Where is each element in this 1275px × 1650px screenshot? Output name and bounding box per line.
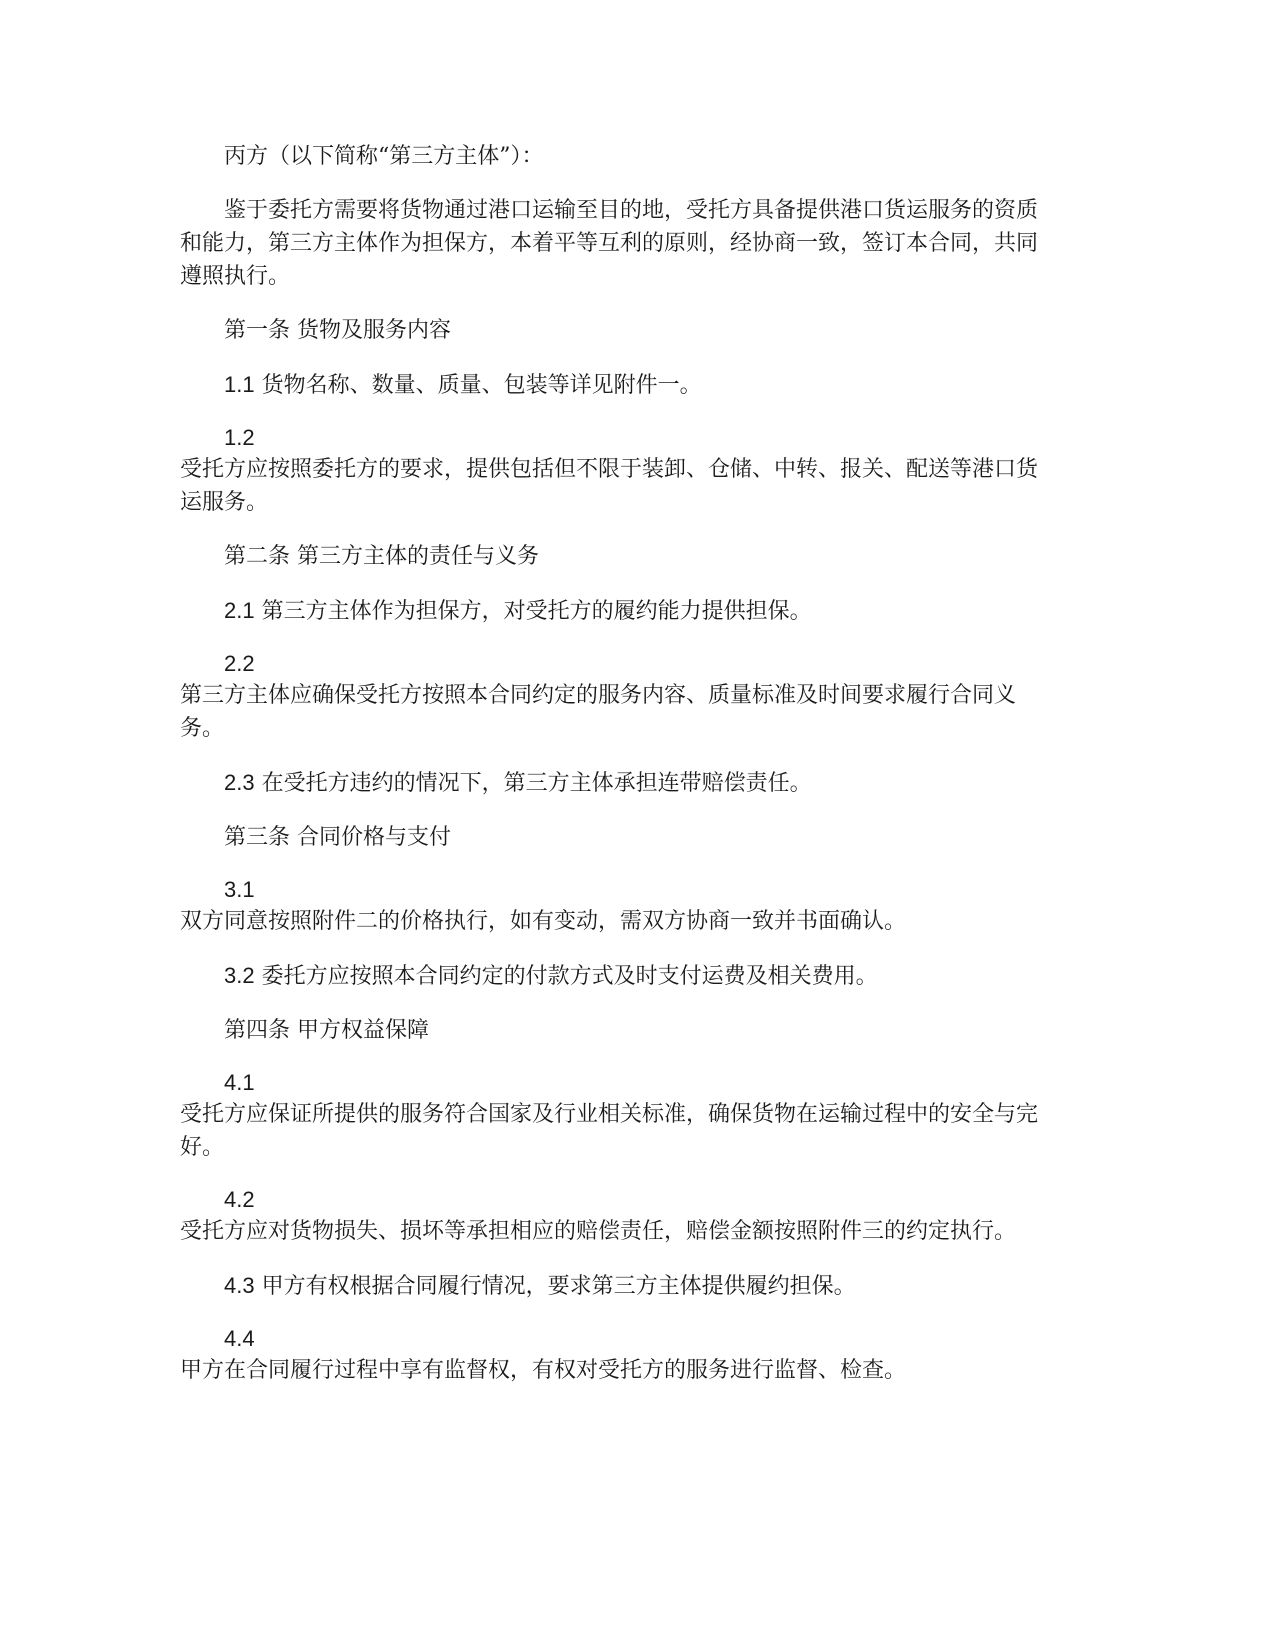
clause-4-4-text: 甲方在合同履行过程中享有监督权，有权对受托方的服务进行监督、检查。 <box>180 1358 907 1383</box>
clause-number-4-1: 4.1 <box>224 1070 255 1095</box>
clause-4-3 <box>180 1269 1040 1303</box>
clause-1-1 <box>180 368 1040 402</box>
clause-text: 第三方主体作为担保方，对受托方的履约能力提供担保。 <box>261 599 812 624</box>
clause-3-1-text: 双方同意按照附件二的价格执行，如有变动，需双方协商一致并书面确认。 <box>180 909 907 934</box>
article-3-heading: 第三条 合同价格与支付 <box>224 825 451 850</box>
clause-2-1 <box>180 594 1040 628</box>
party-c-line: 丙方（以下简称“第三方主体”）： <box>224 144 544 169</box>
clause-number-4-2: 4.2 <box>224 1187 255 1212</box>
article-2-heading: 第二条 第三方主体的责任与义务 <box>224 544 539 569</box>
clause-number-2-2: 2.2 <box>224 651 255 676</box>
clause-1-2-text: 受托方应按照委托方的要求，提供包括但不限于装卸、仓储、中转、报关、配送等港口货运服务。 <box>180 457 1039 515</box>
clause-text: 甲方有权根据合同履行情况，要求第三方主体提供履约担保。 <box>261 1274 856 1299</box>
clause-4-1-text: 受托方应保证所提供的服务符合国家及行业相关标准，确保货物在运输过程中的安全与完好。 <box>180 1102 1039 1160</box>
clause-text: 在受托方违约的情况下，第三方主体承担连带赔偿责任。 <box>261 771 812 796</box>
clause-2-2-text: 第三方主体应确保受托方按照本合同约定的服务内容、质量标准及时间要求履行合同义务。 <box>180 683 1017 741</box>
clause-3-2 <box>180 959 1040 993</box>
clause-number: 4.3 <box>224 1273 255 1298</box>
clause-number-4-4: 4.4 <box>224 1326 255 1351</box>
clause-number: 1.1 <box>224 372 255 397</box>
clause-number-3-1: 3.1 <box>224 877 255 902</box>
clause-number: 2.1 <box>224 598 255 623</box>
clause-number: 2.3 <box>224 770 255 795</box>
document-page <box>180 140 1040 1408</box>
clause-4-2-text: 受托方应对货物损失、损坏等承担相应的赔偿责任，赔偿金额按照附件三的约定执行。 <box>180 1219 1017 1244</box>
clause-text: 货物名称、数量、质量、包装等详见附件一。 <box>261 373 702 398</box>
preamble-paragraph: 鉴于委托方需要将货物通过港口运输至目的地，受托方具备提供港口货运服务的资质和能力，第三方主体作为担保方，本着平等互利的原则，经协商一致，签订本合同，共同遵照执行。 <box>180 198 1039 289</box>
article-4-heading: 第四条 甲方权益保障 <box>224 1018 429 1043</box>
clause-2-3 <box>180 766 1040 800</box>
clause-number-1-2: 1.2 <box>224 425 255 450</box>
article-1-heading: 第一条 货物及服务内容 <box>224 318 451 343</box>
clause-text: 委托方应按照本合同约定的付款方式及时支付运费及相关费用。 <box>261 964 878 989</box>
clause-number: 3.2 <box>224 963 255 988</box>
